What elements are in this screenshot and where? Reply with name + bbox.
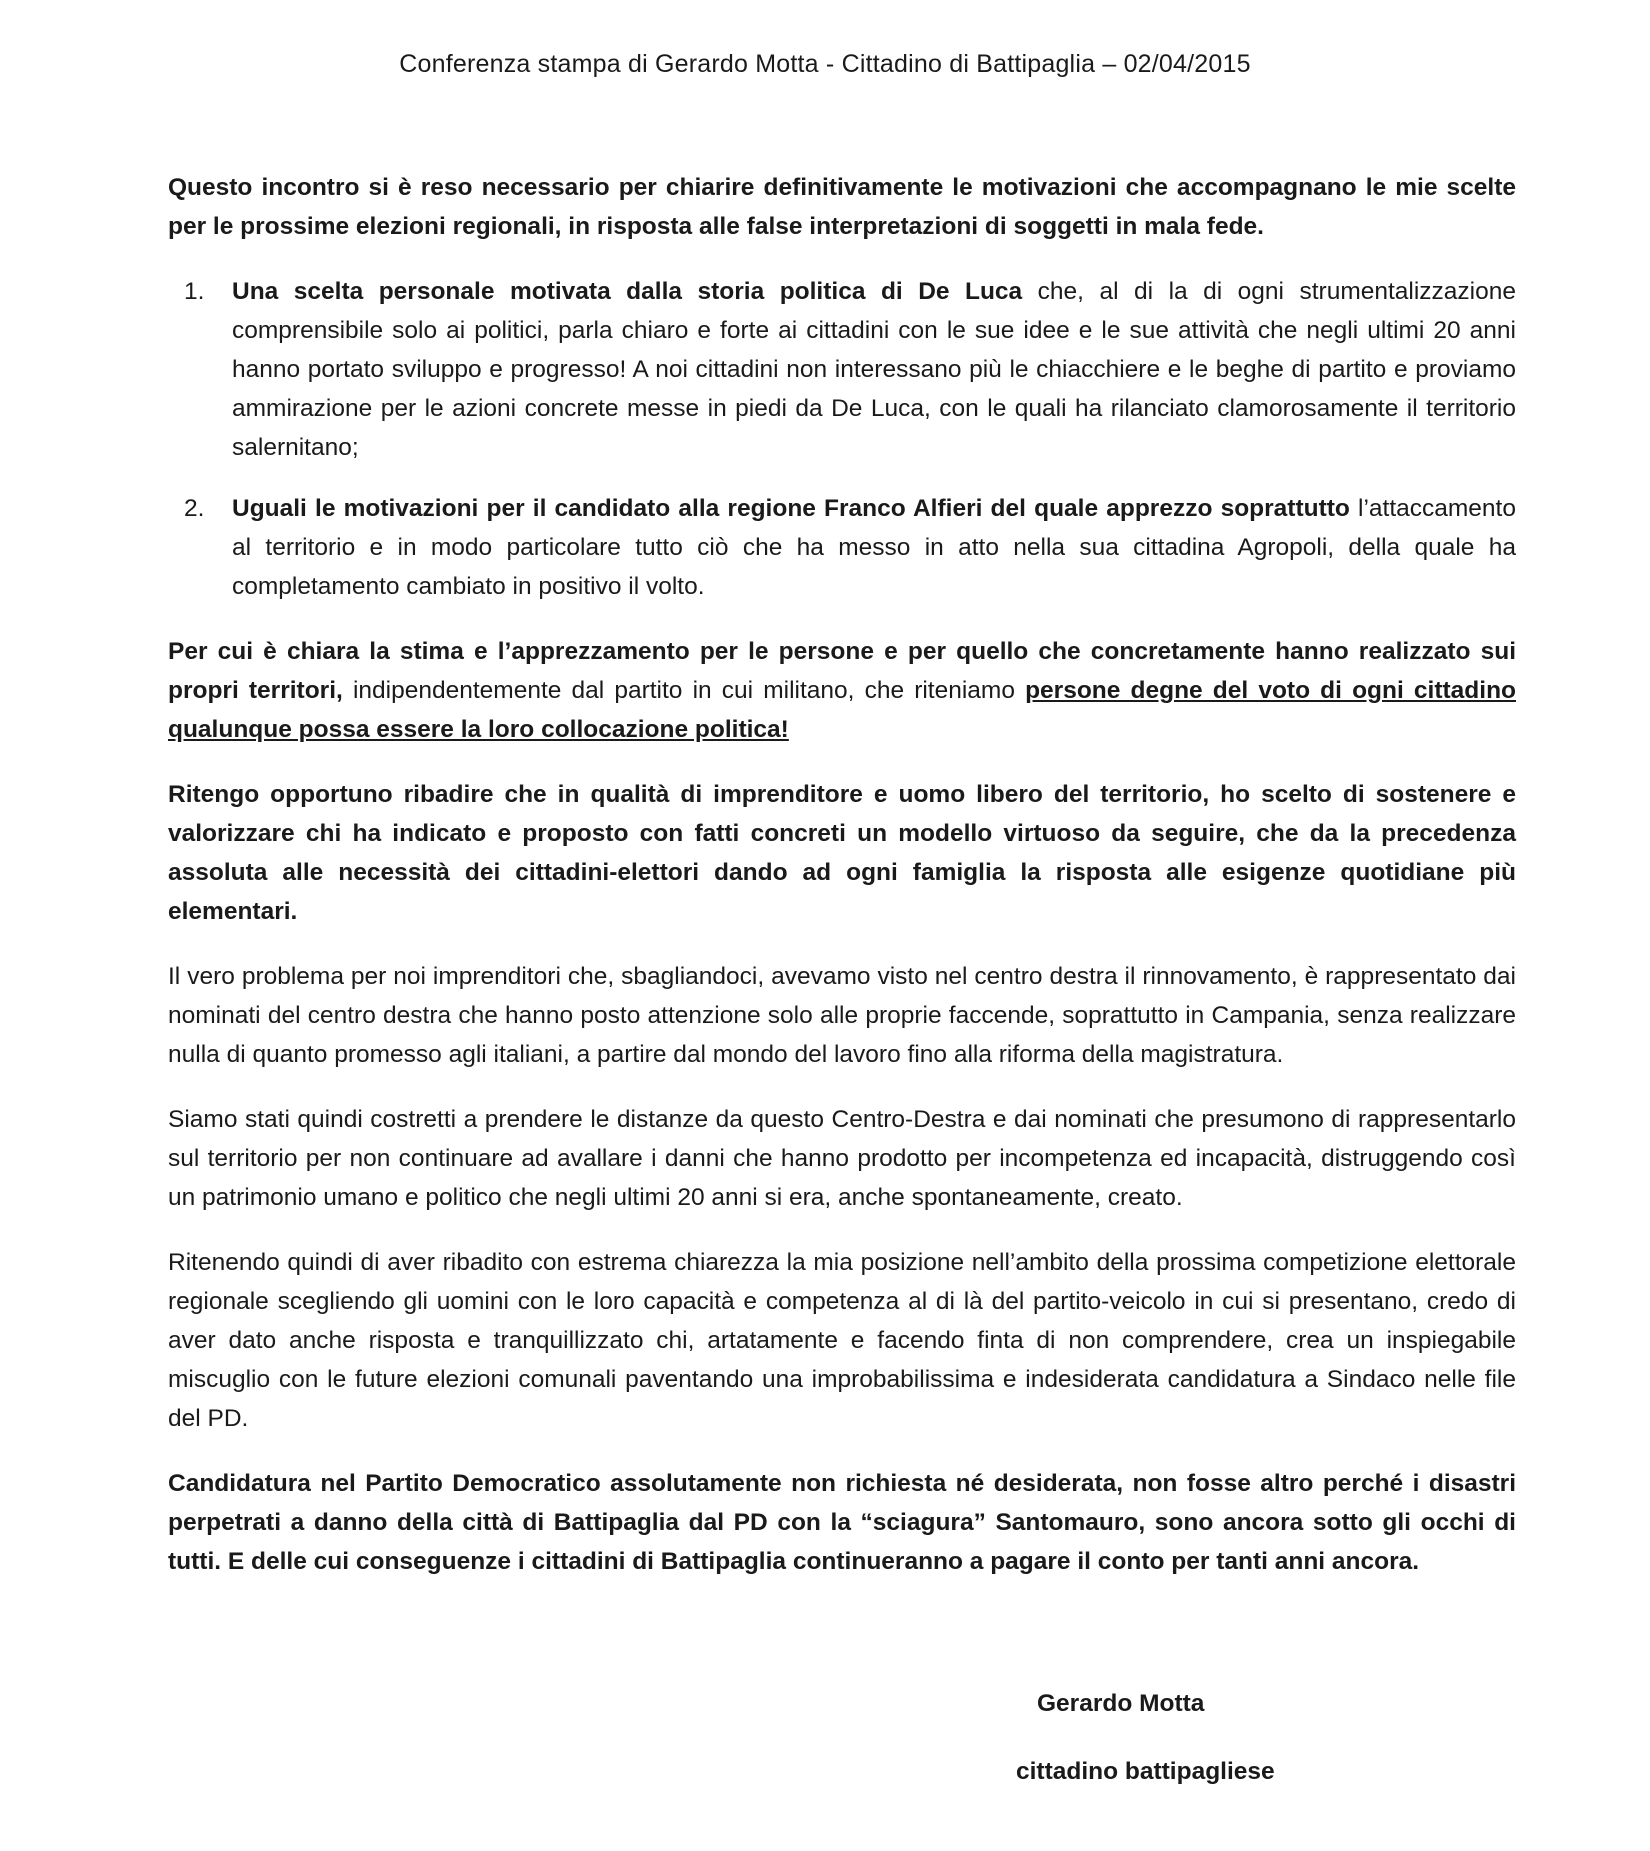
list-item	[168, 489, 1516, 606]
stima-text: indipendentemente dal partito in cui militano, che riteniamo	[342, 677, 1026, 704]
document-body	[168, 168, 1516, 1607]
siamo-paragraph: Siamo stati quindi costretti a prendere le distanze da questo Centro-Destra e dai nominati che presumono di rappresentarlo sul territorio per non continuare ad avallare i danni che hanno prodotto per incompetenza ed incapacità, distruggendo così un patrimonio umano e politico che negli ultimi 20 anni si era, anche spontaneamente, creato.	[168, 1106, 1516, 1211]
stima-paragraph	[168, 632, 1516, 749]
document-title: Conferenza stampa di Gerardo Motta - Cittadino di Battipaglia – 02/04/2015	[399, 50, 1251, 78]
list-number: 2.	[184, 495, 205, 522]
list-item-bold: Una scelta personale motivata dalla storia politica di De Luca	[232, 278, 1023, 305]
stima-bold: Per cui è chiara la stima e l’apprezzamento per le persone e per quello che concretamente hanno realizzato sui propri territori,	[168, 638, 1516, 704]
list-item-text: che, al di la di ogni strumentalizzazione comprensibile solo ai politici, parla chiaro e forte ai cittadini con le sue idee e le sue attività che negli ultimi 20 anni hanno portato sviluppo e progresso! A noi cittadini non interessano più le chiacchiere e le beghe di partito e proviamo ammirazione per le azioni concrete messe in piedi da De Luca, con le quali ha rilanciato clamorosamente il territorio salernitano;	[232, 278, 1516, 461]
stima-underlined: persone degne del voto di ogni cittadino qualunque possa essere la loro collocazione politica!	[168, 677, 1516, 743]
problema-paragraph: Il vero problema per noi imprenditori che, sbagliandoci, avevamo visto nel centro destra il rinnovamento, è rappresentato dai nominati del centro destra che hanno posto attenzione solo alle proprie faccende, soprattutto in Campania, senza realizzare nulla di quanto promesso agli italiani, a partire dal mondo del lavoro fino alla riforma della magistratura.	[168, 963, 1516, 1068]
list-item-bold: Uguali le motivazioni per il candidato alla regione Franco Alfieri del quale apprezzo soprattutto	[232, 495, 1350, 522]
motivations-list	[168, 272, 1516, 606]
signature-role: cittadino battipagliese	[1016, 1758, 1275, 1785]
list-item	[168, 272, 1516, 467]
signature-name: Gerardo Motta	[1037, 1690, 1205, 1717]
list-item-text: l’attaccamento al territorio e in modo particolare tutto ciò che ha messo in atto nella sua cittadina Agropoli, della quale ha completamento cambiato in positivo il volto.	[232, 495, 1516, 600]
intro-paragraph: Questo incontro si è reso necessario per chiarire definitivamente le motivazioni che accompagnano le mie scelte per le prossime elezioni regionali, in risposta alle false interpretazioni di soggetti in mala fede.	[168, 174, 1516, 240]
candidatura-paragraph: Candidatura nel Partito Democratico assolutamente non richiesta né desiderata, non fosse altro perché i disastri perpetrati a danno della città di Battipaglia dal PD con la “sciagura” Santomauro, sono ancora sotto gli occhi di tutti. E delle cui conseguenze i cittadini di Battipaglia continueranno a pagare il conto per tanti anni ancora.	[168, 1470, 1516, 1575]
ritenendo-paragraph: Ritenendo quindi di aver ribadito con estrema chiarezza la mia posizione nell’ambito della prossima competizione elettorale regionale scegliendo gli uomini con le loro capacità e competenza al di là del partito-veicolo in cui si presentano, credo di aver dato anche risposta e tranquillizzato chi, artatamente e facendo finta di non comprendere, crea un inspiegabile miscuglio con le future elezioni comunali paventando una improbabilissima e indesiderata candidatura a Sindaco nelle file del PD.	[168, 1249, 1516, 1432]
list-number: 1.	[184, 278, 205, 305]
ritengo-paragraph: Ritengo opportuno ribadire che in qualità di imprenditore e uomo libero del territorio, ho scelto di sostenere e valorizzare chi ha indicato e proposto con fatti concreti un modello virtuoso da seguire, che da la precedenza assoluta alle necessità dei cittadini-elettori dando ad ogni famiglia la risposta alle esigenze quotidiane più elementari.	[168, 781, 1516, 925]
